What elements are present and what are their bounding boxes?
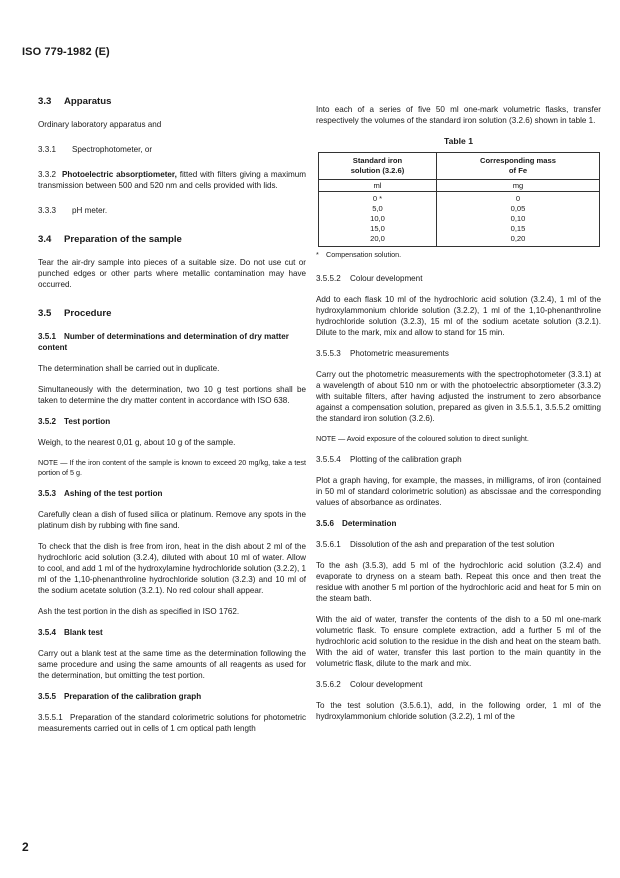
table-unit-col1: ml	[319, 180, 437, 192]
section-3-5-5-1: 3.5.5.1 Preparation of the standard colorimetric solutions for photometric measurements carried out in cells of 1 cm optical path length	[38, 713, 306, 733]
table-header-col2: Corresponding mass of Fe	[436, 153, 599, 180]
section-heading-3-3: 3.3 Apparatus	[38, 96, 112, 107]
left-column	[38, 96, 306, 744]
section-heading-3-5-4: 3.5.4 Blank test	[38, 628, 103, 637]
section-heading-3-5-6: 3.5.6 Determination	[316, 519, 397, 528]
section-text: Ash the test portion in the dish as specified in ISO 1762.	[38, 607, 240, 616]
table-values-col2: 0 0,05 0,10 0,15 0,20	[436, 192, 599, 247]
section-text: To check that the dish is free from iron, heat in the dish about 2 ml of the hydrochloric acid solution (3.2.4), diluted with about 10 ml of water. Allow to cool, and add 1 ml of the hydroxylamine hydrochloride solution (3.2.2), 1 ml of the 1,10-phenanthroline hydrochloride solution (3.2.3) and 10 ml of the sodium acetate solution (3.2.1). No red colour shall appear.	[38, 542, 306, 595]
section-text: Carry out a blank test at the same time as the determination following the same procedure and using the same amounts of all reagents as used for the determination, but omitting the test portion.	[38, 649, 306, 680]
section-3-3-2: 3.3.2 Photoelectric absorptiometer, fitted with filters giving a maximum transmission between 500 and 520 nm and cells provided with lids.	[38, 170, 306, 190]
table-values-col1: 0 * 5,0 10,0 15,0 20,0	[319, 192, 437, 247]
page-number: 2	[22, 840, 29, 854]
section-heading-3-5-5-3: 3.5.5.3 Photometric measurements	[316, 349, 449, 358]
section-heading-3-5: 3.5 Procedure	[38, 308, 112, 319]
section-text: Carefully clean a dish of fused silica or platinum. Remove any spots in the platinum dish by rubbing with fine sand.	[38, 510, 306, 530]
section-text: Ordinary laboratory apparatus and	[38, 120, 162, 129]
section-text: With the aid of water, transfer the contents of the dish to a 50 ml one-mark volumetric flask. To ensure complete extraction, add a further 5 ml of the hydrochloric acid solution to the residue in the dish and heat on the steam bath. With the aid of water, transfer this last portion to the main quantity in the volumetric flask, dilute to the mark and mix.	[316, 615, 601, 668]
section-heading-3-5-2: 3.5.2 Test portion	[38, 417, 111, 426]
section-text: Tear the air-dry sample into pieces of a suitable size. Do not use cut or punched edges or other parts where metallic contamination may have occurred.	[38, 258, 306, 289]
section-text: Weigh, to the nearest 0,01 g, about 10 g of the sample.	[38, 438, 236, 447]
right-column	[316, 104, 601, 732]
section-heading-3-5-6-2: 3.5.6.2 Colour development	[316, 680, 423, 689]
document-header: ISO 779-1982 (E)	[22, 46, 110, 58]
section-text: Add to each flask 10 ml of the hydrochloric acid solution (3.2.4), 1 ml of the hydroxylammonium chloride solution (3.2.2), 1 ml of the 1,10-phenanthroline hydrochloride solution (3.2.3), 15 ml of the sodium acetate solution (3.2.1). Dilute to the mark, mix and allow to stand for 15 min.	[316, 295, 601, 337]
section-heading-3-5-3: 3.5.3 Ashing of the test portion	[38, 489, 163, 498]
table-header-col1: Standard iron solution (3.2.6)	[319, 153, 437, 180]
section-text: Simultaneously with the determination, two 10 g test portions shall be taken to determine the dry matter content in accordance with ISO 638.	[38, 385, 306, 405]
section-heading-3-3-3: 3.3.3 pH meter.	[38, 206, 108, 215]
section-text: The determination shall be carried out in duplicate.	[38, 364, 220, 373]
section-heading-3-5-6-1: 3.5.6.1 Dissolution of the ash and preparation of the test solution	[316, 540, 555, 549]
table-unit-col2: mg	[436, 180, 599, 192]
section-heading-3-4: 3.4 Preparation of the sample	[38, 234, 182, 245]
table-footnote: * Compensation solution.	[316, 250, 402, 259]
section-heading-3-5-1: 3.5.1 Number of determinations and determination of dry matter content	[38, 332, 289, 352]
section-heading-3-5-5: 3.5.5 Preparation of the calibration graph	[38, 692, 202, 701]
section-text: To the ash (3.5.3), add 5 ml of the hydrochloric acid solution (3.2.4) and evaporate to dryness on a steam bath. Repeat this once and then treat the residue with another 5 ml portion of the hydrochloric acid and heat for 5 min on the steam bath.	[316, 561, 601, 603]
section-heading-3-5-5-2: 3.5.5.2 Colour development	[316, 274, 423, 283]
section-text: Into each of a series of five 50 ml one-mark volumetric flasks, transfer respectively the volumes of the standard iron solution (3.2.6) shown in table 1.	[316, 105, 601, 125]
note: NOTE — If the iron content of the sample is known to exceed 20 mg/kg, take a test portion of 5 g.	[38, 458, 306, 477]
section-heading-3-3-1: 3.3.1 Spectrophotometer, or	[38, 145, 153, 154]
section-text: Plot a graph having, for example, the masses, in milligrams, of iron (contained in 50 ml of standard colorimetric solution) as abscissae and the corresponding values of absorbance as ordinates.	[316, 476, 601, 507]
section-text: To the test solution (3.5.6.1), add, in the following order, 1 ml of the hydroxylammonium chloride solution (3.2.2), 1 ml of the	[316, 701, 601, 721]
table-title: Table 1	[444, 136, 473, 146]
section-text: Carry out the photometric measurements with the spectrophotometer (3.3.1) at a wavelength of about 510 nm or with the photoelectric absorptiometer (3.3.2) with suitable filters, after having adjusted the instrument to zero absorbance against a compensation solution, prepared as given in 3.5.5.1, 3.5.5.2 omitting the standard iron solution (3.2.6).	[316, 370, 601, 423]
note: NOTE — Avoid exposure of the coloured solution to direct sunlight.	[316, 434, 529, 443]
section-heading-3-5-5-4: 3.5.5.4 Plotting of the calibration graph	[316, 455, 462, 464]
table-1	[318, 152, 600, 247]
